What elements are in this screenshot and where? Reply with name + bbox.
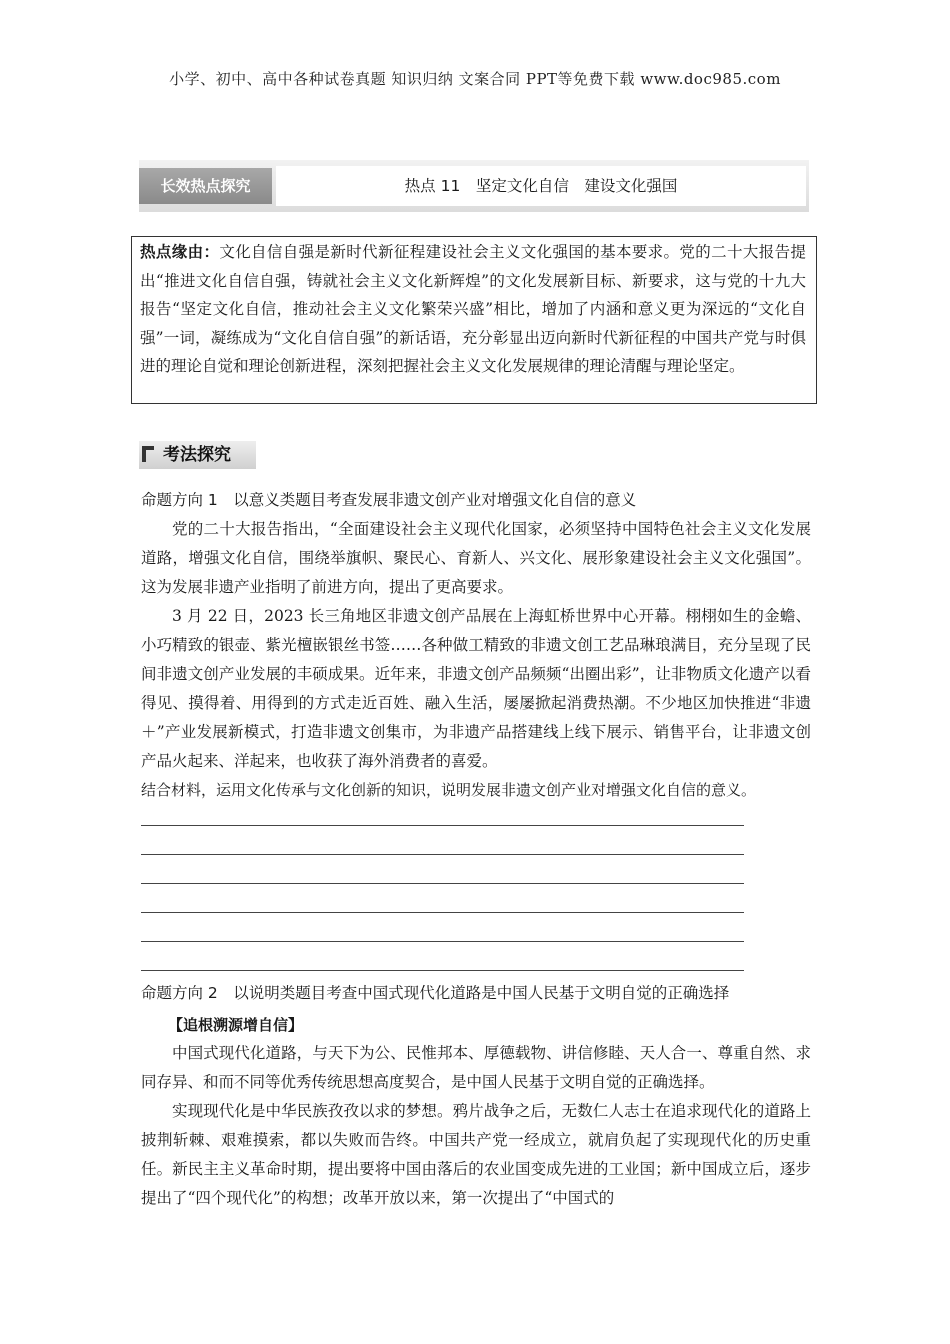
page-header-ad: 小学、初中、高中各种试卷真题 知识归纳 文案合同 PPT等免费下载 www.doc985.com xyxy=(169,70,781,88)
hotspot-intro-box xyxy=(131,236,817,404)
topic-banner xyxy=(139,160,809,212)
banner-tag: 长效热点探究 xyxy=(139,168,272,204)
intro-text: 文化自信自强是新时代新征程建设社会主义文化强国的基本要求。党的二十大报告提出“推进文化自信自强，铸就社会主义文化新辉煌”的文化发展新目标、新要求，这与党的十九大报告“坚定文化自信，推动社会主义文化繁荣兴盛”相比，增加了内涵和意义更为深远的“文化自强”一词，凝练成为“文化自信自强”的新话语，充分彰显出迈向新时代新征程的中国共产党与时俱进的理论自觉和理论创新进程，深刻把握社会主义文化发展规律的理论清醒与理论坚定。 xyxy=(140,243,806,375)
banner-title: 热点 11 坚定文化自信 建设文化强国 xyxy=(276,166,806,206)
question-1-prompt: 结合材料，运用文化传承与文化创新的知识，说明发展非遗文创产业对增强文化自信的意义。 xyxy=(141,781,757,799)
answer-line[interactable] xyxy=(141,970,744,971)
question-2-material xyxy=(141,1039,811,1213)
answer-line[interactable] xyxy=(141,883,744,884)
answer-line[interactable] xyxy=(141,854,744,855)
answer-line[interactable] xyxy=(141,941,744,942)
question-2-title: 命题方向 2 以说明类题目考查中国式现代化道路是中国人民基于文明自觉的正确选择 xyxy=(141,984,730,1002)
q1-paragraph-2: 3 月 22 日，2023 长三角地区非遗文创产品展在上海虹桥世界中心开幕。栩栩如生的金蟾、小巧精致的银壶、紫光檀嵌银丝书签……各种做工精致的非遗文创工艺品琳琅满目，充分呈现了民间非遗文创产业发展的丰硕成果。近年来，非遗文创产品频频“出圈出彩”，让非物质文化遗产以看得见、摸得着、用得到的方式走近百姓、融入生活，屡屡掀起消费热潮。不少地区加快推进“非遗＋”产业发展新模式，打造非遗文创集市，为非遗产品搭建线上线下展示、销售平台，让非遗文创产品火起来、洋起来，也收获了海外消费者的喜爱。 xyxy=(141,607,811,770)
q2-paragraph-2: 实现现代化是中华民族孜孜以求的梦想。鸦片战争之后，无数仁人志士在追求现代化的道路上披荆斩棘、艰难摸索，都以失败而告终。中国共产党一经成立，就肩负起了实现现代化的历史重任。新民主主义革命时期，提出要将中国由落后的农业国变成先进的工业国；新中国成立后，逐步提出了“四个现代化”的构想；改革开放以来，第一次提出了“中国式的 xyxy=(141,1102,811,1207)
answer-line[interactable] xyxy=(141,825,744,826)
q2-paragraph-1: 中国式现代化道路，与天下为公、民惟邦本、厚德载物、讲信修睦、天人合一、尊重自然、求同存异、和而不同等优秀传统思想高度契合，是中国人民基于文明自觉的正确选择。 xyxy=(141,1044,811,1091)
answer-line[interactable] xyxy=(141,912,744,913)
intro-label: 热点缘由： xyxy=(140,243,220,261)
question-1-material xyxy=(141,515,811,776)
section-heading xyxy=(139,441,256,469)
question-2-tag: 【追根溯源增自信】 xyxy=(168,1016,304,1034)
section-title: 考法探究 xyxy=(163,445,231,465)
question-1-title: 命题方向 1 以意义类题目考查发展非遗文创产业对增强文化自信的意义 xyxy=(141,491,637,509)
q1-paragraph-1: 党的二十大报告指出，“全面建设社会主义现代化国家，必须坚持中国特色社会主义文化发展道路，增强文化自信，围绕举旗帜、聚民心、育新人、兴文化、展形象建设社会主义文化强国”。这为发展非遗产业指明了前进方向，提出了更高要求。 xyxy=(141,520,811,596)
corner-bracket-icon xyxy=(142,446,154,462)
